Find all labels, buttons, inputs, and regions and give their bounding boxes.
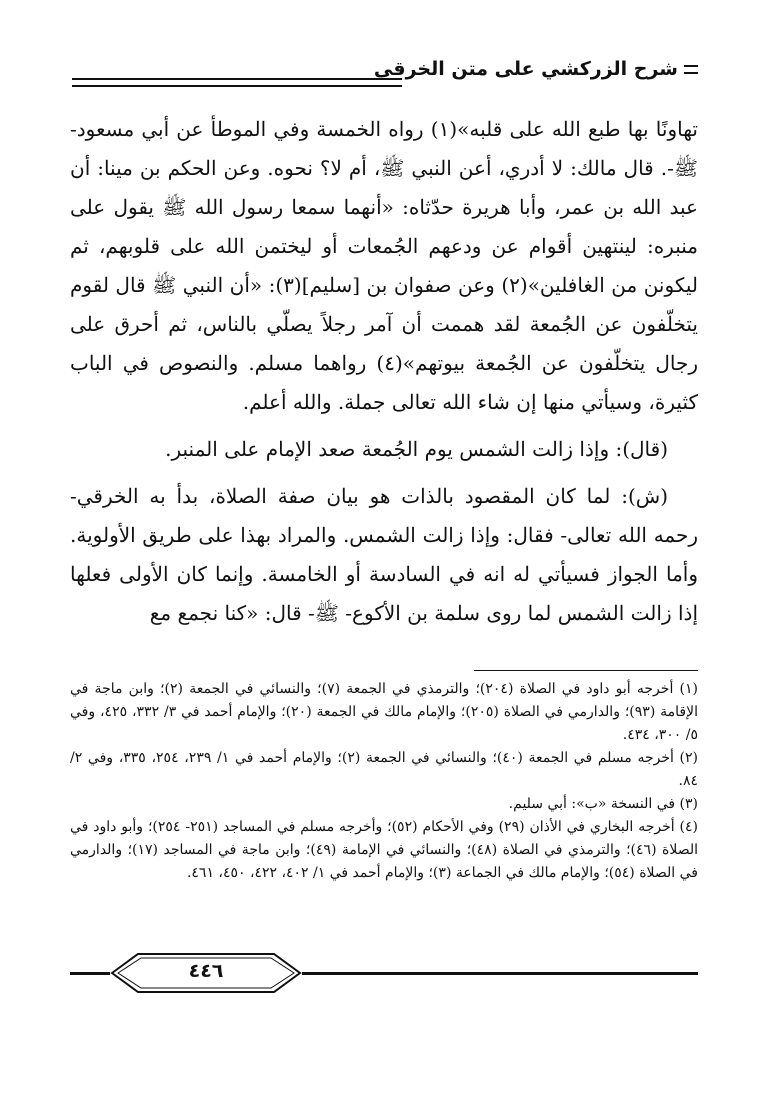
footnote-3: (٣) في النسخة «ب»: أبي سليم. xyxy=(508,796,698,812)
paragraph-2: (قال): وإذا زالت الشمس يوم الجُمعة صعد الإمام على المنبر. xyxy=(165,437,668,461)
running-header xyxy=(72,58,698,96)
header-title xyxy=(374,58,698,80)
footnote-2: (٢) أخرجه مسلم في الجمعة (٤٠)؛ والنسائي في الجمعة (٢)؛ والإمام أحمد في ١/ ٢٣٩، ٢٥٤، ٣٣٥، وفي ٢/ ٨٤. xyxy=(70,750,699,789)
footer-rule-left xyxy=(70,972,110,975)
header-title-text: شرح الزركشي على متن الخرقي xyxy=(373,58,678,80)
page-number: ٤٤٦ xyxy=(188,960,224,982)
page-number-badge xyxy=(110,952,302,994)
main-text xyxy=(70,110,698,633)
footnote-1: (١) أخرجه أبو داود في الصلاة (٢٠٤)؛ والترمذي في الجمعة (٧)؛ والنسائي في الجمعة (٢)؛ وابن ماجة في الإقامة (٩٣)؛ والدارمي في الصلاة (٢٠٥)؛ والإمام مالك في الجمعة (٢٠)؛ والإمام أحمد في ٣/ ٣٣٢، ٤٢٥، وفي ٥/ ٣٠٠، ٤٣٤. xyxy=(70,681,699,743)
footer-rule-right xyxy=(302,972,698,975)
page-footer xyxy=(70,952,698,996)
footnotes xyxy=(70,678,698,885)
footnote-4: (٤) أخرجه البخاري في الأذان (٢٩) وفي الأحكام (٥٢)؛ وأخرجه مسلم في المساجد (٢٥١- ٢٥٤)؛ وأبو داود في الصلاة (٤٦)؛ والترمذي في الصلاة (٤٨)؛ والنسائي في الإمامة (٤٩)؛ وابن ماجة في المساجد (١٧)؛ والدارمي في الصلاة (٥٤)؛ والإمام مالك في الجماعة (٣)؛ والإمام أحمد في ١/ ٤٠٢، ٤٢٢، ٤٥٠، ٤٦١. xyxy=(70,819,699,881)
paragraph-3: (ش): لما كان المقصود بالذات هو بيان صفة الصلاة، بدأ به الخرقي- رحمه الله تعالى- فقال: وإذا زالت الشمس. والمراد بهذا على طريق الأولوية. وأما الجواز فسيأتي له انه في السادسة أو الخامسة. وإنما كان الأولى فعلها إذا زالت الشمس لما روى سلمة بن الأكوع- ﷺ- قال: «كنا نجمع مع xyxy=(70,484,698,625)
footnote-rule xyxy=(474,670,698,671)
header-dash xyxy=(684,65,698,74)
header-rule xyxy=(72,78,402,87)
paragraph-1: تهاونًا بها طبع الله على قلبه»(١) رواه الخمسة وفي الموطأ عن أبي مسعود- ﷺ-. قال مالك: لا أدري، أعن النبي ﷺ، أم لا؟ نحوه. وعن الحكم بن مينا: أن عبد الله بن عمر، وأبا هريرة حدّثاه: «أنهما سمعا رسول الله ﷺ يقول على منبره: لينتهين أقوام عن ودعهم الجُمعات أو ليختمن الله على قلوبهم، ثم ليكونن من الغافلين»(٢) وعن صفوان بن [سليم](٣): «أن النبي ﷺ قال لقوم يتخلّفون عن الجُمعة لقد هممت أن آمر رجلاً يصلّي بالناس، ثم أحرق على رجال يتخلّفون عن الجُمعة بيوتهم»(٤) رواهما مسلم. والنصوص في الباب كثيرة، وسيأتي منها إن شاء الله تعالى جملة. والله أعلم. xyxy=(70,117,698,414)
